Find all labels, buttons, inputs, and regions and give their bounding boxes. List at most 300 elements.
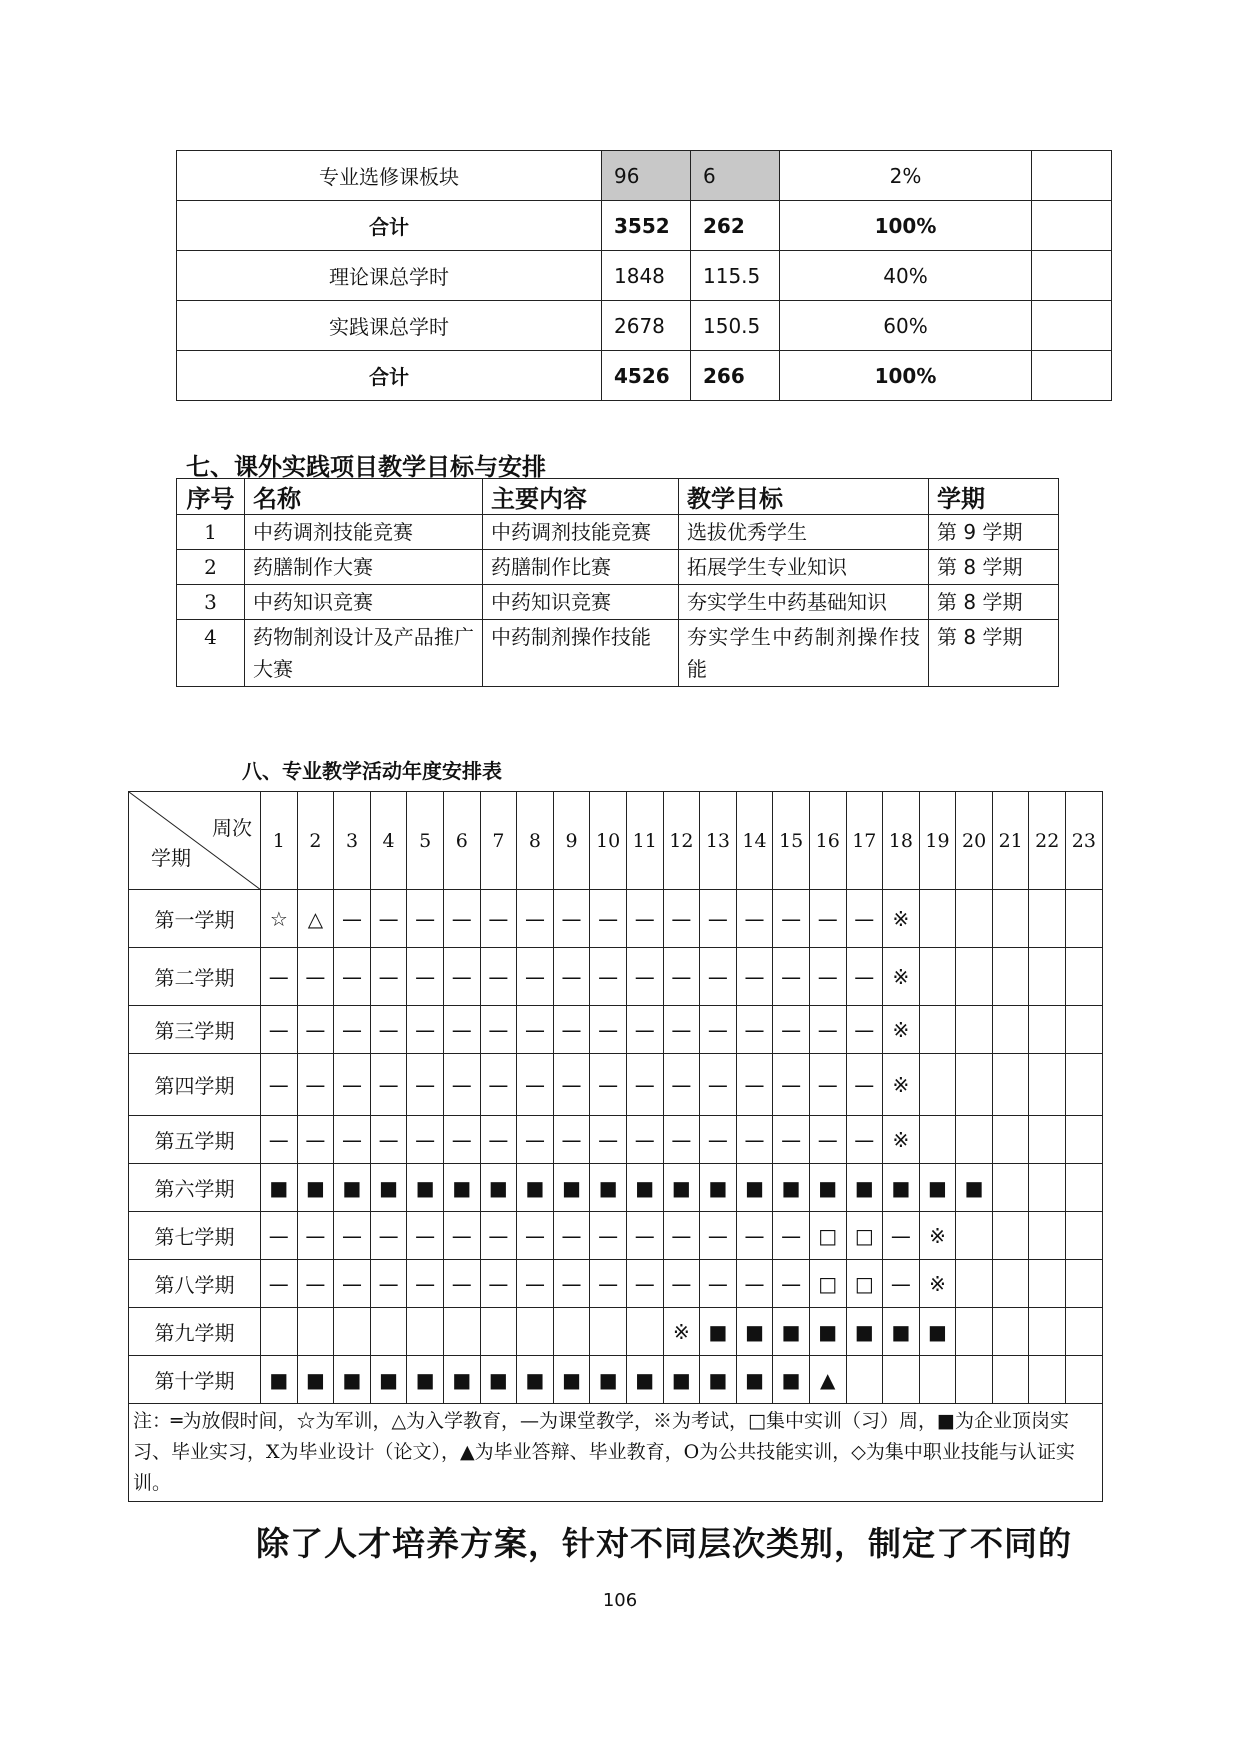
schedule-cell: ■	[626, 1164, 663, 1212]
summary-row	[177, 151, 1112, 201]
schedule-cell: ※	[919, 1212, 956, 1260]
schedule-cell: ■	[517, 1164, 554, 1212]
schedule-cell: —	[443, 1006, 480, 1054]
schedule-cell: —	[626, 1260, 663, 1308]
semester-row	[129, 1356, 1103, 1404]
schedule-cell: —	[846, 1116, 883, 1164]
summary-remark-cell	[1032, 351, 1112, 401]
practice-projects-table	[176, 478, 1059, 687]
schedule-cell: —	[809, 1116, 846, 1164]
schedule-cell: —	[846, 890, 883, 948]
semester-row	[129, 948, 1103, 1006]
schedule-cell	[846, 1356, 883, 1404]
practice-term-cell: 第 8 学期	[929, 550, 1059, 585]
schedule-cell: —	[700, 1054, 737, 1116]
schedule-cell	[919, 1356, 956, 1404]
semester-label-cell: 第六学期	[129, 1164, 261, 1212]
schedule-cell: —	[517, 948, 554, 1006]
practice-goal-cell: 夯实学生中药制剂操作技能	[679, 620, 929, 687]
schedule-cell: —	[736, 1006, 773, 1054]
schedule-cell: —	[370, 1006, 407, 1054]
schedule-cell	[956, 890, 993, 948]
schedule-cell: ■	[773, 1356, 810, 1404]
schedule-cell: —	[553, 948, 590, 1006]
summary-hours-cell: 4526	[602, 351, 691, 401]
summary-credits-cell: 266	[691, 351, 780, 401]
summary-name-cell: 合计	[177, 351, 602, 401]
schedule-cell: —	[297, 1212, 334, 1260]
practice-term-cell: 第 8 学期	[929, 585, 1059, 620]
schedule-cell: □	[846, 1212, 883, 1260]
schedule-cell: —	[809, 1054, 846, 1116]
summary-remark-cell	[1032, 151, 1112, 201]
schedule-cell: ■	[956, 1164, 993, 1212]
schedule-cell: —	[590, 890, 627, 948]
schedule-cell: □	[809, 1260, 846, 1308]
semester-label-cell: 第一学期	[129, 890, 261, 948]
closing-text: 除了人才培养方案，针对不同层次类别，制定了不同的	[256, 1524, 1072, 1563]
schedule-cell: —	[517, 1116, 554, 1164]
week-header-cell: 23	[1066, 792, 1103, 890]
schedule-cell: —	[846, 948, 883, 1006]
schedule-cell: —	[883, 1260, 920, 1308]
practice-header-row	[177, 479, 1059, 515]
schedule-cell: —	[334, 1260, 371, 1308]
schedule-cell: ■	[883, 1308, 920, 1356]
schedule-cell: —	[846, 1054, 883, 1116]
schedule-cell: ※	[883, 1116, 920, 1164]
schedule-cell: —	[370, 1212, 407, 1260]
schedule-cell: —	[809, 1006, 846, 1054]
week-header-cell: 16	[809, 792, 846, 890]
semester-row	[129, 1260, 1103, 1308]
practice-content-cell: 中药制剂操作技能	[483, 620, 679, 687]
schedule-cell: —	[297, 1260, 334, 1308]
schedule-cell: —	[590, 948, 627, 1006]
schedule-cell: —	[443, 1116, 480, 1164]
schedule-cell	[1066, 948, 1103, 1006]
schedule-cell: —	[700, 1260, 737, 1308]
schedule-cell	[919, 1006, 956, 1054]
schedule-cell: —	[553, 890, 590, 948]
semester-label-cell: 第八学期	[129, 1260, 261, 1308]
schedule-cell: ■	[443, 1356, 480, 1404]
week-header-cell: 9	[553, 792, 590, 890]
week-header-cell: 12	[663, 792, 700, 890]
schedule-cell	[1066, 1308, 1103, 1356]
semester-label-cell: 第十学期	[129, 1356, 261, 1404]
schedule-cell: ■	[773, 1164, 810, 1212]
week-header-cell: 4	[370, 792, 407, 890]
schedule-cell: —	[626, 948, 663, 1006]
schedule-cell: ■	[480, 1356, 517, 1404]
schedule-cell: —	[553, 1116, 590, 1164]
semester-row	[129, 1116, 1103, 1164]
practice-name-cell: 药物制剂设计及产品推广大赛	[245, 620, 483, 687]
schedule-cell: —	[370, 1054, 407, 1116]
schedule-cell: ※	[883, 1054, 920, 1116]
schedule-cell: ■	[883, 1164, 920, 1212]
week-header-cell: 21	[992, 792, 1029, 890]
practice-term-cell: 第 8 学期	[929, 620, 1059, 687]
schedule-cell: —	[480, 948, 517, 1006]
schedule-cell	[1029, 1308, 1066, 1356]
schedule-cell: —	[773, 948, 810, 1006]
practice-goal-cell: 拓展学生专业知识	[679, 550, 929, 585]
summary-hours-cell: 96	[602, 151, 691, 201]
schedule-cell: ■	[553, 1164, 590, 1212]
schedule-note-row	[129, 1404, 1103, 1502]
schedule-cell	[956, 1054, 993, 1116]
schedule-cell: ■	[553, 1356, 590, 1404]
schedule-cell: ■	[700, 1308, 737, 1356]
summary-remark-cell	[1032, 201, 1112, 251]
schedule-cell	[1066, 1212, 1103, 1260]
schedule-cell	[919, 1054, 956, 1116]
schedule-cell	[297, 1308, 334, 1356]
schedule-cell: ■	[261, 1356, 298, 1404]
summary-row	[177, 251, 1112, 301]
summary-hours-cell: 2678	[602, 301, 691, 351]
summary-ratio-cell: 40%	[780, 251, 1032, 301]
schedule-cell: —	[297, 1116, 334, 1164]
week-header-cell: 18	[883, 792, 920, 890]
schedule-cell: ■	[297, 1356, 334, 1404]
schedule-cell: —	[261, 948, 298, 1006]
schedule-cell: —	[261, 1006, 298, 1054]
page-number: 106	[602, 1590, 638, 1611]
schedule-cell: —	[443, 890, 480, 948]
schedule-cell: ※	[883, 948, 920, 1006]
schedule-cell	[992, 948, 1029, 1006]
summary-ratio-cell: 2%	[780, 151, 1032, 201]
schedule-cell: ■	[297, 1164, 334, 1212]
schedule-cell: ■	[700, 1164, 737, 1212]
schedule-cell: —	[370, 1260, 407, 1308]
schedule-cell	[370, 1308, 407, 1356]
schedule-cell: ■	[736, 1164, 773, 1212]
schedule-cell: —	[297, 1054, 334, 1116]
week-header-cell: 7	[480, 792, 517, 890]
schedule-cell: □	[809, 1212, 846, 1260]
semester-row	[129, 1212, 1103, 1260]
schedule-cell: —	[443, 948, 480, 1006]
schedule-cell: ※	[919, 1260, 956, 1308]
week-header-cell: 14	[736, 792, 773, 890]
schedule-cell: —	[773, 1006, 810, 1054]
schedule-cell: ■	[370, 1356, 407, 1404]
col-header-no: 序号	[177, 479, 245, 515]
schedule-cell: —	[407, 1054, 444, 1116]
schedule-cell: ■	[480, 1164, 517, 1212]
summary-row	[177, 301, 1112, 351]
schedule-cell: —	[334, 1212, 371, 1260]
schedule-cell: —	[517, 1006, 554, 1054]
schedule-cell: ■	[809, 1308, 846, 1356]
semester-row	[129, 1006, 1103, 1054]
practice-content-cell: 中药知识竞赛	[483, 585, 679, 620]
schedule-cell: —	[517, 1260, 554, 1308]
schedule-cell: —	[553, 1006, 590, 1054]
schedule-cell	[553, 1308, 590, 1356]
schedule-cell	[919, 948, 956, 1006]
week-header-cell: 11	[626, 792, 663, 890]
summary-credits-cell: 115.5	[691, 251, 780, 301]
schedule-cell: —	[700, 948, 737, 1006]
schedule-cell	[919, 1116, 956, 1164]
schedule-cell	[883, 1356, 920, 1404]
schedule-cell: —	[297, 948, 334, 1006]
schedule-cell: —	[736, 1212, 773, 1260]
schedule-cell	[1066, 890, 1103, 948]
schedule-cell: ■	[590, 1164, 627, 1212]
practice-name-cell: 中药调剂技能竞赛	[245, 515, 483, 550]
semester-label-cell: 第九学期	[129, 1308, 261, 1356]
week-header-cell: 17	[846, 792, 883, 890]
week-header-cell: 22	[1029, 792, 1066, 890]
schedule-cell: ■	[846, 1308, 883, 1356]
schedule-cell: —	[700, 1116, 737, 1164]
week-header-cell: 20	[956, 792, 993, 890]
schedule-cell: ■	[443, 1164, 480, 1212]
schedule-cell: ■	[736, 1308, 773, 1356]
summary-hours-cell: 3552	[602, 201, 691, 251]
summary-remark-cell	[1032, 301, 1112, 351]
schedule-cell: ■	[407, 1164, 444, 1212]
schedule-cell: —	[334, 948, 371, 1006]
schedule-cell	[992, 1260, 1029, 1308]
schedule-cell: ■	[809, 1164, 846, 1212]
schedule-cell: ■	[700, 1356, 737, 1404]
schedule-cell: ※	[883, 890, 920, 948]
schedule-header-row	[129, 792, 1103, 890]
schedule-cell: ■	[334, 1356, 371, 1404]
schedule-cell	[1066, 1164, 1103, 1212]
schedule-cell: —	[480, 1260, 517, 1308]
schedule-cell: ■	[773, 1308, 810, 1356]
practice-row	[177, 515, 1059, 550]
summary-hours-cell: 1848	[602, 251, 691, 301]
schedule-table	[128, 791, 1103, 1502]
practice-no-cell: 4	[177, 620, 245, 687]
schedule-cell	[517, 1308, 554, 1356]
summary-credits-cell: 262	[691, 201, 780, 251]
week-header-cell: 5	[407, 792, 444, 890]
schedule-cell	[334, 1308, 371, 1356]
schedule-cell	[992, 1212, 1029, 1260]
schedule-note: 注：═为放假时间，☆为军训，△为入学教育，—为课堂教学，※为考试，□集中实训（习）周，■为企业顶岗实习、毕业实习，X为毕业设计（论文），▲为毕业答辩、毕业教育，O为公共技能实训，◇为集中职业技能与认证实训。	[129, 1404, 1103, 1502]
schedule-cell: —	[590, 1006, 627, 1054]
schedule-cell: ■	[846, 1164, 883, 1212]
practice-name-cell: 中药知识竞赛	[245, 585, 483, 620]
practice-goal-cell: 夯实学生中药基础知识	[679, 585, 929, 620]
schedule-cell: —	[663, 1006, 700, 1054]
schedule-cell: —	[626, 890, 663, 948]
semester-label-cell: 第七学期	[129, 1212, 261, 1260]
practice-no-cell: 2	[177, 550, 245, 585]
practice-term-cell: 第 9 学期	[929, 515, 1059, 550]
summary-row	[177, 351, 1112, 401]
schedule-cell: —	[773, 1212, 810, 1260]
schedule-cell: —	[407, 948, 444, 1006]
schedule-cell: —	[517, 1054, 554, 1116]
schedule-cell	[956, 1006, 993, 1054]
schedule-cell: —	[297, 1006, 334, 1054]
schedule-cell: —	[663, 890, 700, 948]
summary-name-cell: 合计	[177, 201, 602, 251]
schedule-cell: —	[443, 1054, 480, 1116]
schedule-cell: —	[809, 948, 846, 1006]
schedule-cell: —	[700, 1006, 737, 1054]
schedule-cell: —	[700, 890, 737, 948]
week-header-cell: 1	[261, 792, 298, 890]
schedule-cell: —	[480, 1054, 517, 1116]
schedule-cell: —	[846, 1006, 883, 1054]
diagonal-line	[129, 792, 261, 890]
schedule-cell: ■	[334, 1164, 371, 1212]
schedule-cell: —	[663, 948, 700, 1006]
schedule-cell	[956, 1308, 993, 1356]
schedule-cell	[992, 1116, 1029, 1164]
semester-row	[129, 1054, 1103, 1116]
schedule-cell	[919, 890, 956, 948]
schedule-cell: —	[809, 890, 846, 948]
schedule-cell: —	[590, 1054, 627, 1116]
summary-ratio-cell: 100%	[780, 201, 1032, 251]
schedule-cell	[261, 1308, 298, 1356]
schedule-cell: ■	[590, 1356, 627, 1404]
schedule-cell: —	[334, 1054, 371, 1116]
schedule-cell: ■	[261, 1164, 298, 1212]
schedule-cell	[1066, 1054, 1103, 1116]
schedule-cell: —	[773, 890, 810, 948]
schedule-cell: ■	[626, 1356, 663, 1404]
schedule-cell	[1029, 948, 1066, 1006]
schedule-cell: —	[480, 1116, 517, 1164]
schedule-cell: —	[261, 1116, 298, 1164]
week-header-cell: 13	[700, 792, 737, 890]
semester-label-cell: 第五学期	[129, 1116, 261, 1164]
schedule-cell: —	[407, 1212, 444, 1260]
semester-label-cell: 第四学期	[129, 1054, 261, 1116]
schedule-cell: —	[480, 1006, 517, 1054]
semester-row	[129, 1308, 1103, 1356]
schedule-cell: ■	[919, 1164, 956, 1212]
schedule-cell: —	[663, 1116, 700, 1164]
schedule-cell: —	[626, 1116, 663, 1164]
summary-ratio-cell: 100%	[780, 351, 1032, 401]
schedule-cell	[407, 1308, 444, 1356]
schedule-cell: —	[334, 890, 371, 948]
schedule-cell: ■	[407, 1356, 444, 1404]
week-header-cell: 3	[334, 792, 371, 890]
schedule-cell: —	[261, 1054, 298, 1116]
summary-credits-cell: 150.5	[691, 301, 780, 351]
schedule-cell	[992, 1308, 1029, 1356]
schedule-cell: —	[590, 1260, 627, 1308]
schedule-cell	[992, 1054, 1029, 1116]
schedule-cell: —	[370, 1116, 407, 1164]
schedule-cell: ☆	[261, 890, 298, 948]
schedule-cell	[1066, 1260, 1103, 1308]
schedule-cell: ■	[370, 1164, 407, 1212]
schedule-cell	[956, 1260, 993, 1308]
schedule-cell: ■	[919, 1308, 956, 1356]
semester-row	[129, 1164, 1103, 1212]
schedule-cell: —	[663, 1260, 700, 1308]
summary-name-cell: 专业选修课板块	[177, 151, 602, 201]
schedule-cell	[992, 1356, 1029, 1404]
schedule-cell: △	[297, 890, 334, 948]
schedule-cell: —	[773, 1116, 810, 1164]
schedule-cell	[1029, 1260, 1066, 1308]
practice-row	[177, 550, 1059, 585]
section8-title: 八、专业教学活动年度安排表	[242, 759, 502, 783]
schedule-cell: —	[261, 1212, 298, 1260]
schedule-cell: —	[370, 890, 407, 948]
schedule-cell	[590, 1308, 627, 1356]
col-header-term: 学期	[929, 479, 1059, 515]
summary-table	[176, 150, 1112, 401]
schedule-cell: —	[700, 1212, 737, 1260]
practice-content-cell: 药膳制作比赛	[483, 550, 679, 585]
schedule-cell: —	[407, 890, 444, 948]
schedule-cell: —	[261, 1260, 298, 1308]
schedule-cell	[956, 1116, 993, 1164]
schedule-cell	[1029, 1164, 1066, 1212]
schedule-cell: —	[736, 1260, 773, 1308]
practice-no-cell: 3	[177, 585, 245, 620]
schedule-cell: —	[407, 1116, 444, 1164]
schedule-cell: —	[663, 1212, 700, 1260]
schedule-cell: —	[663, 1054, 700, 1116]
schedule-cell	[1029, 1356, 1066, 1404]
section7-title: 七、课外实践项目教学目标与安排	[186, 453, 546, 481]
schedule-cell: —	[480, 1212, 517, 1260]
schedule-cell: —	[443, 1260, 480, 1308]
semester-label-cell: 第二学期	[129, 948, 261, 1006]
week-header-cell: 19	[919, 792, 956, 890]
schedule-cell	[1066, 1356, 1103, 1404]
schedule-cell: —	[883, 1212, 920, 1260]
schedule-cell: —	[626, 1006, 663, 1054]
schedule-cell: —	[517, 1212, 554, 1260]
schedule-cell: —	[773, 1054, 810, 1116]
corner-term-label: 学期	[151, 846, 191, 870]
summary-row	[177, 201, 1112, 251]
schedule-cell	[480, 1308, 517, 1356]
practice-name-cell: 药膳制作大赛	[245, 550, 483, 585]
schedule-cell: —	[626, 1054, 663, 1116]
schedule-cell: —	[370, 948, 407, 1006]
schedule-cell	[1066, 1006, 1103, 1054]
schedule-cell	[1066, 1116, 1103, 1164]
week-header-cell: 6	[443, 792, 480, 890]
schedule-cell: —	[553, 1260, 590, 1308]
schedule-cell: ■	[517, 1356, 554, 1404]
schedule-cell: —	[517, 890, 554, 948]
summary-credits-cell: 6	[691, 151, 780, 201]
schedule-cell	[992, 1006, 1029, 1054]
col-header-goal: 教学目标	[679, 479, 929, 515]
schedule-cell: ※	[663, 1308, 700, 1356]
schedule-cell: —	[334, 1006, 371, 1054]
schedule-cell	[956, 1356, 993, 1404]
schedule-cell: —	[736, 1116, 773, 1164]
schedule-cell: —	[480, 890, 517, 948]
corner-week-label: 周次	[212, 816, 252, 840]
schedule-cell: ※	[883, 1006, 920, 1054]
